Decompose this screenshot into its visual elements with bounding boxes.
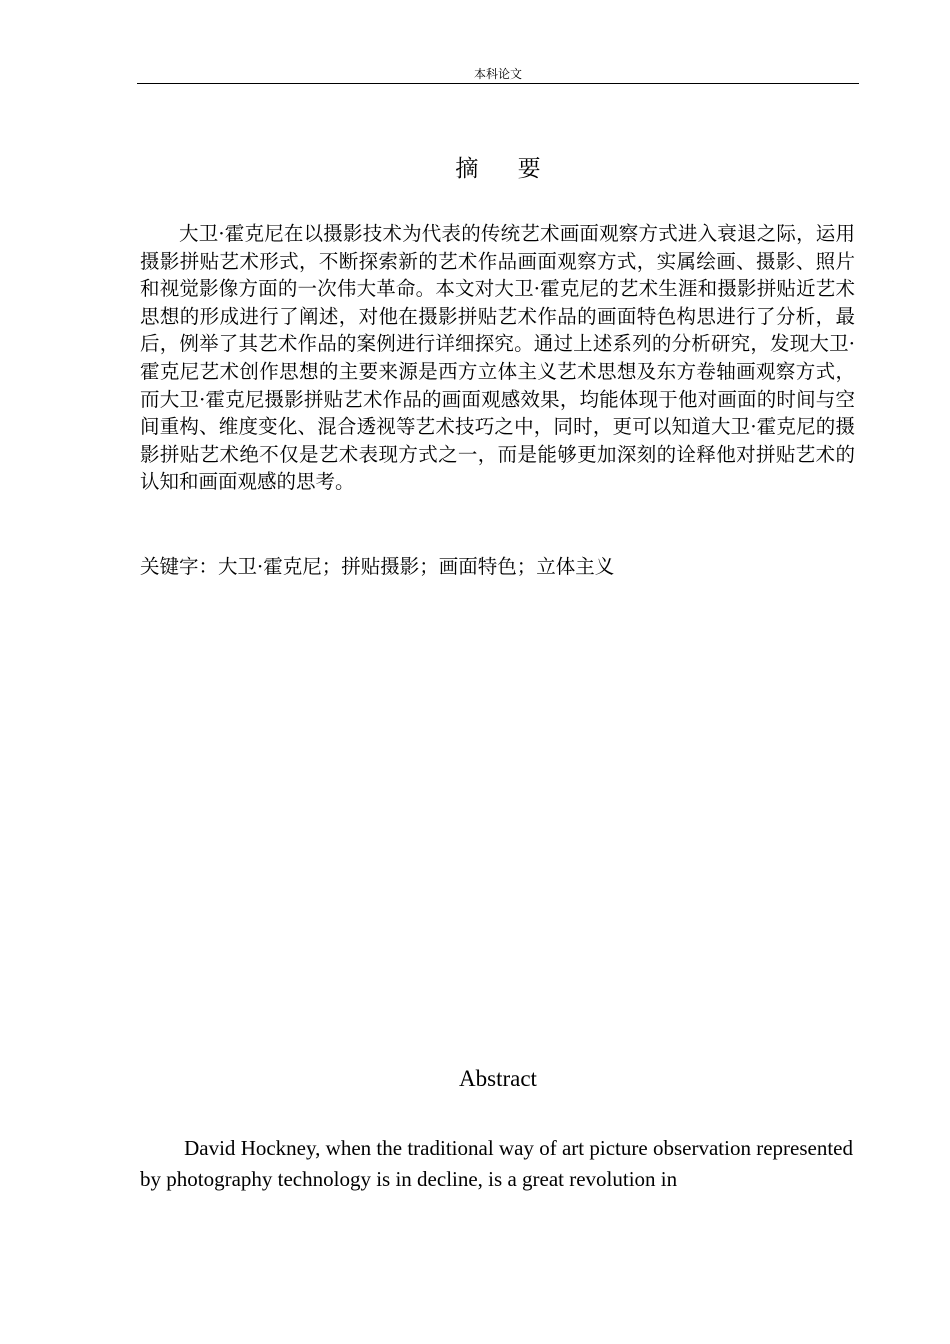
running-header: 本科论文 <box>473 67 522 81</box>
abstract-cn-title: 摘 要 <box>455 156 557 182</box>
keywords-label: 关键字： <box>140 555 219 578</box>
keywords-line <box>140 553 855 581</box>
abstract-en-body: David Hockney, when the traditional way of art picture observation represented by photography technology is in decline, is a great revolution in <box>140 1136 853 1191</box>
abstract-cn-body: 大卫·霍克尼在以摄影技术为代表的传统艺术画面观察方式进入衰退之际，运用摄影拼贴艺术形式，不断探索新的艺术作品画面观察方式，实属绘画、摄影、照片和视觉影像方面的一次伟大革命。本文对大卫·霍克尼的艺术生涯和摄影拼贴近艺术思想的形成进行了阐述，对他在摄影拼贴艺术作品的画面特色构思进行了分析，最后，例举了其艺术作品的案例进行详细探究。通过上述系列的分析研究，发现大卫·霍克尼艺术创作思想的主要来源是西方立体主义艺术思想及东方卷轴画观察方式，而大卫·霍克尼摄影拼贴艺术作品的画面观感效果，均能体现于他对画面的时间与空间重构、维度变化、混合透视等艺术技巧之中，同时，更可以知道大卫·霍克尼的摄影拼贴艺术绝不仅是艺术表现方式之一，而是能够更加深刻的诠释他对拼贴艺术的认知和画面观感的思考。 <box>140 222 855 494</box>
abstract-en-title: Abstract <box>459 1066 537 1091</box>
header-rule <box>137 83 859 84</box>
keywords-text: 大卫·霍克尼；拼贴摄影；画面特色；立体主义 <box>218 555 615 578</box>
